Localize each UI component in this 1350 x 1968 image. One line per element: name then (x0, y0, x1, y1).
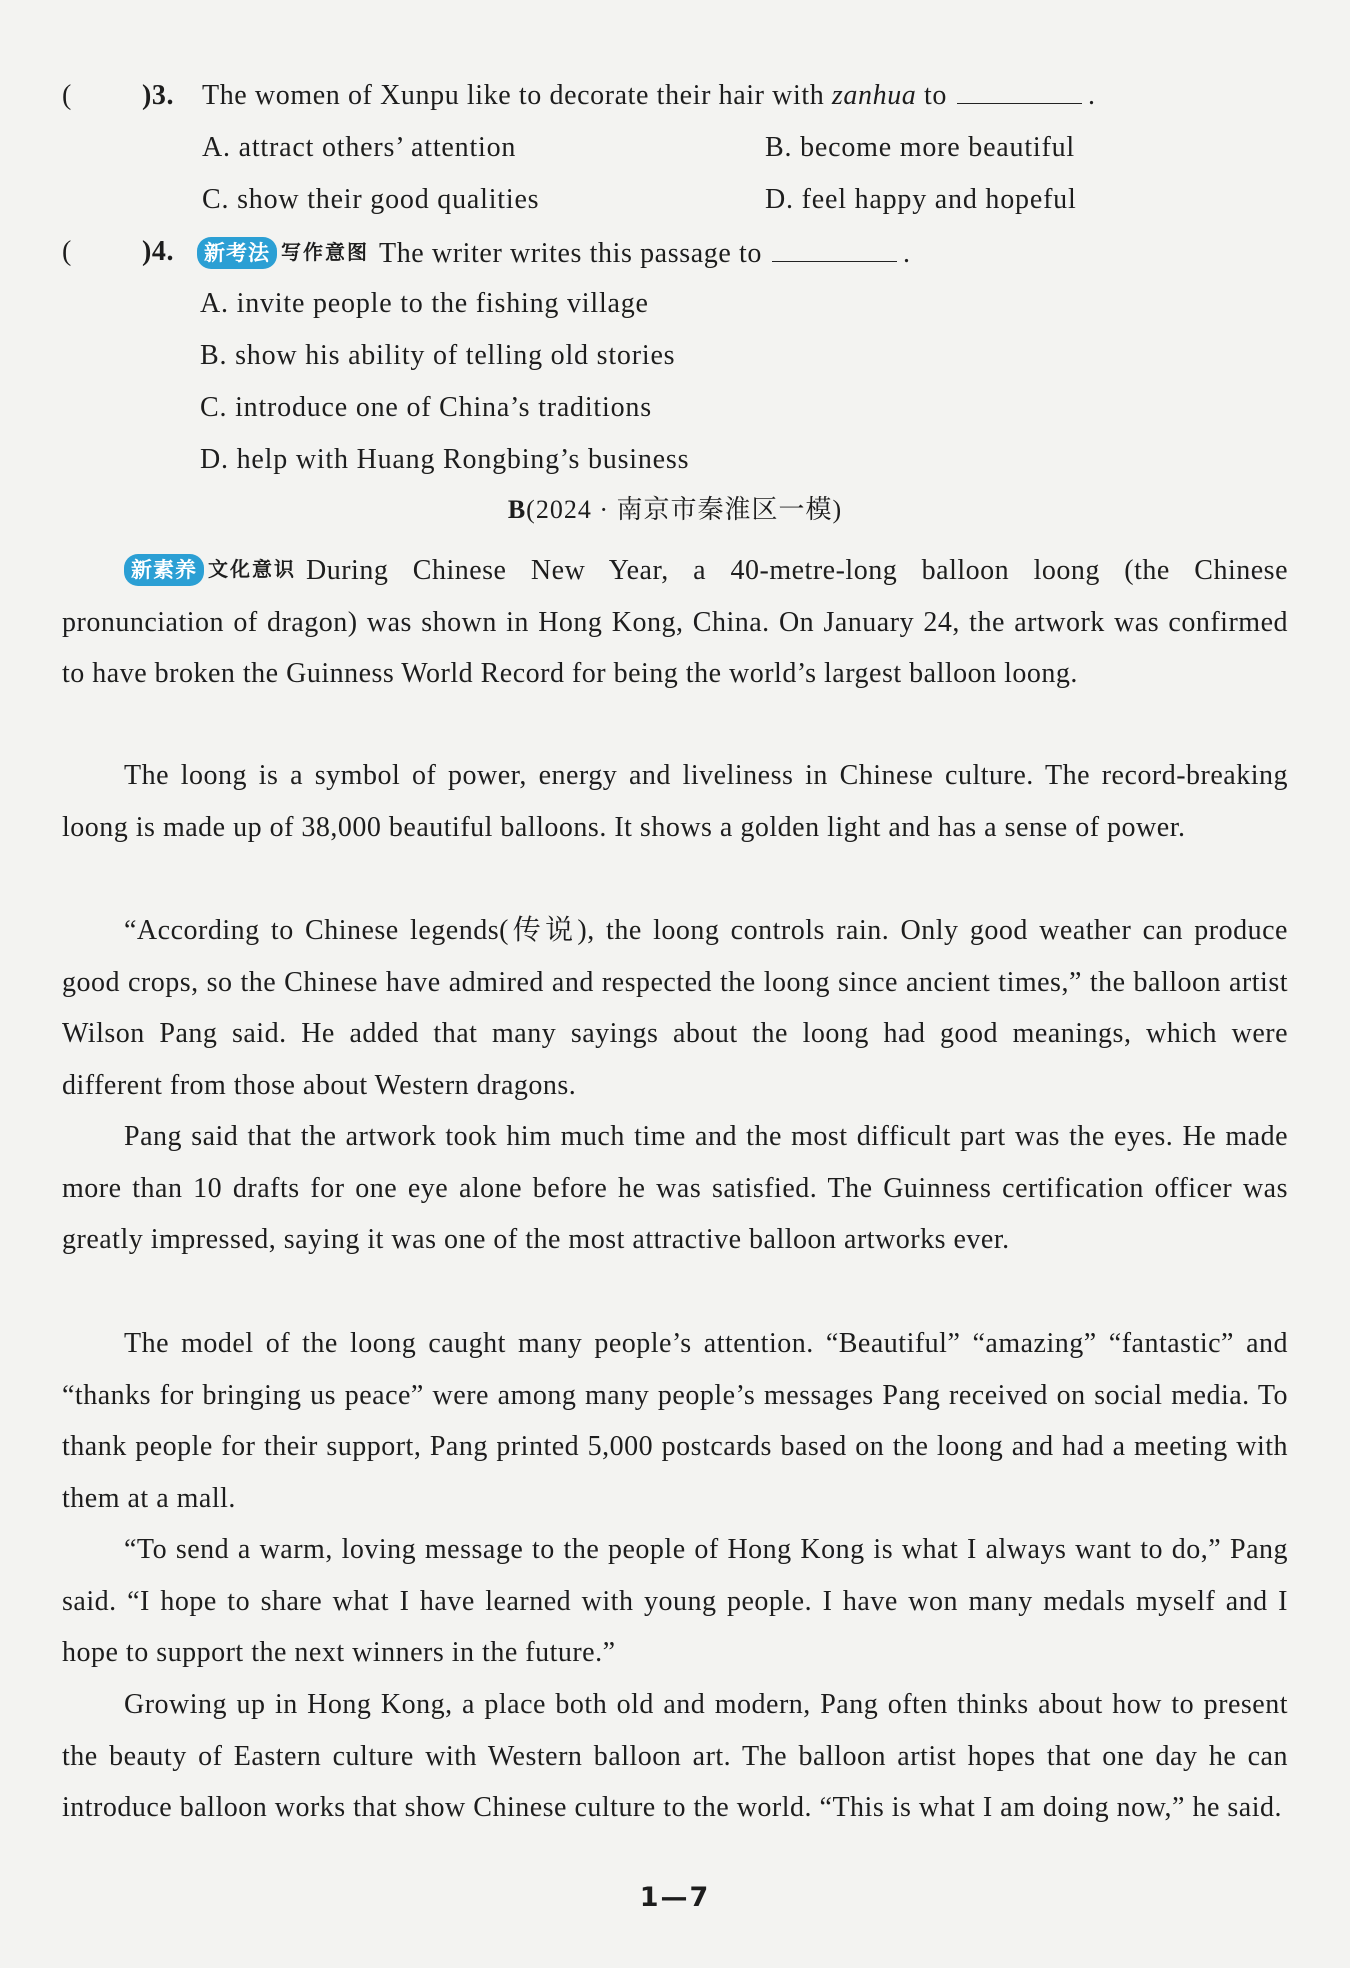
page-number: 1—7 (639, 1882, 711, 1913)
passage-paragraph-2: The loong is a symbol of power, energy and liveliness in Chinese culture. The record-breaking loong is made up of 38,000 beautiful balloons. It shows a golden light and has a sense of power. (62, 760, 1288, 843)
end-mark: . (902, 238, 911, 269)
badge-tag: 文化意识 (208, 557, 296, 581)
option-b: B. show his ability of telling old stories (200, 340, 676, 371)
stem-italic-word: zanhua (831, 80, 917, 111)
paragraph-text: During Chinese New Year, a 40-metre-long balloon loong (the Chinese pronunciation of dragon) was shown in Hong Kong, China. On January 24, the artwork was confirmed to have broken the Guinness World Record for being the world’s largest balloon loong. (62, 555, 1288, 690)
new-literacy-badge: 新素养 (124, 554, 204, 586)
section-letter: B (507, 495, 527, 524)
passage-paragraph-4: Pang said that the artwork took him much time and the most difficult part was the eyes. He made more than 10 drafts for one eye alone before he was satisfied. The Guinness certification officer was greatly impressed, saying it was one of the most attractive balloon artworks ever. (62, 1121, 1288, 1256)
option-a: A. invite people to the fishing village (200, 288, 649, 319)
stem-text: The women of Xunpu like to decorate their hair with (202, 80, 832, 111)
new-method-badge: 新考法 (197, 237, 277, 269)
question-stem (202, 76, 1096, 116)
passage-paragraph-6: “To send a warm, loving message to the people of Hong Kong is what I always want to do,” Pang said. “I hope to share what I have learned with young people. I have won many medals myself and I hope to support the next winners in the future.” (62, 1534, 1288, 1669)
answer-bracket: ( (62, 80, 72, 111)
question-stem (197, 232, 911, 274)
passage-paragraph-1 (62, 544, 1288, 700)
answer-blank (772, 235, 897, 262)
stem-text: The writer writes this passage to (379, 238, 762, 269)
option-c: C. show their good qualities (202, 184, 540, 215)
option-a: A. attract others’ attention (202, 132, 517, 163)
passage-paragraph-7: Growing up in Hong Kong, a place both old and modern, Pang often thinks about how to present the beauty of Eastern culture with Western balloon art. The balloon artist hopes that one day he can introduce balloon works that show Chinese culture to the world. “This is what I am doing now,” he said. (62, 1689, 1288, 1824)
question-number: )4. (142, 236, 175, 267)
badge-tag: 写作意图 (281, 240, 369, 264)
section-source: (2024 · 南京市秦淮区一模) (526, 495, 843, 524)
option-d: D. help with Huang Rongbing’s business (200, 444, 690, 475)
answer-blank (957, 77, 1082, 104)
answer-bracket: ( (62, 236, 72, 267)
passage-paragraph-3: “According to Chinese legends(传说), the loong controls rain. Only good weather can produce good crops, so the Chinese have admired and respected the loong since ancient times,” the balloon artist Wilson Pang said. He added that many sayings about the loong had good meanings, which were different from those about Western dragons. (62, 915, 1288, 1101)
section-title (0, 490, 1350, 530)
option-d: D. feel happy and hopeful (765, 184, 1077, 215)
stem-text-end: to (916, 80, 947, 111)
option-c: C. introduce one of China’s traditions (200, 392, 652, 423)
question-number: )3. (142, 80, 175, 111)
end-mark: . (1088, 80, 1096, 111)
passage-paragraph-5: The model of the loong caught many people’s attention. “Beautiful” “amazing” “fantastic” and “thanks for bringing us peace” were among many people’s messages Pang received on social media. To thank people for their support, Pang printed 5,000 postcards based on the loong and had a meeting with them at a mall. (62, 1328, 1288, 1514)
option-b: B. become more beautiful (765, 132, 1075, 163)
